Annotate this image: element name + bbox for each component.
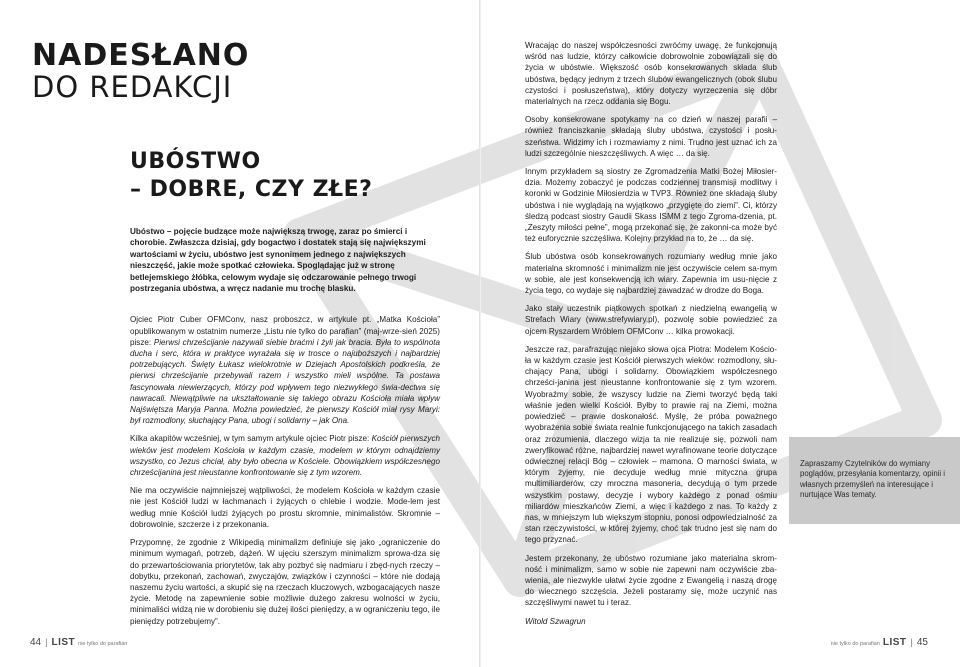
paragraph-quote: Pierwsi chrześcijanie nazywali siebie braćmi i żyli jak bracia. Była to wspólnota ducha i serc, która w praktyce wyrażała się w trosce o najuboższych i najbardziej potrzebujących. Święty Łukasz wielokrotnie w Dziejach Apostolskich podkreśla, że pierwsi chrześcijanie przebywali razem i wszystko mieli wspólne. Ta postawa fascynowała niewierzących, którzy pod wpływem tego niezwykłego świa-dectwa się nawracali. Niewątpliwie na ukształtowanie się takiego obrazu Kościoła miała wpływ Najświętsza Maryja Panna. Można powiedzieć, że pierwszy Kościół miał rysy Maryi: był rozmodlony, słuchający Pana, ubogi i solidarny – jak Ona. (130, 337, 440, 426)
right-column (525, 40, 777, 634)
headline-line-2: – DOBRE, CZY ZŁE? (130, 177, 373, 202)
paragraph-text: Kilka akapitów wcześniej, w tym samym artykule ojciec Piotr pisze: (130, 434, 372, 444)
paragraph: Jako stały uczestnik piątkowych spotkań z niedzielną ewangelią w Strefach Wiary (www.strefywiary.pl), pozwolę sobie powiedzieć za ojcem Ryszardem Wróblem OFMConv … kilka prowokacji. (525, 304, 777, 336)
paragraph: Osoby konsekrowane spotykamy na co dzień w naszej parafii – również franciszkanie składają śluby ubóstwa, czystości i posłu-szeństwa. Widzimy ich i rozmawiamy z nimi. Trudno jest uznać ich za ludzi szczególnie nieszczęśliwych. A więc … da się. (525, 115, 777, 158)
paragraph: Innym przykładem są siostry ze Zgromadzenia Matki Bożej Miłosier-dzia. Możemy zobaczyć je podczas codziennej transmisji modlitwy i koronki w Godzinie Miłosierdzia w TVP3. Również one składają śluby ubóstwa i nie wyglądają na wyjątkowo „przygięte do ziemi”. Ci, którzy śledzą podcast siostry Gaudii Skass ISMM z tego Zgroma-dzenia, pt. „Zeszyty miłości pełne”, mogą przekonać się, że zakonni-ca może być też euforycznie szczęśliwa. Kolejny przykład na to, że … da się. (525, 167, 777, 244)
left-column (130, 226, 440, 634)
section-title-light: DO REDAKCJI (32, 70, 233, 104)
footer-left (30, 637, 130, 648)
paragraph-text: Nie ma oczywiście najmniejszej wątpliwości, że modelem Kościoła w każdym czasie nie jest Kościół ludzi w łachmanach i żyjących o chlebie i wodzie. Mode-lem jest według mnie Kościół ludzi żyjących po prostu skromnie, minimalistów. Skromnie – dobrowolnie, szczerze i z przekonania. (130, 486, 440, 529)
paragraph: Wracając do naszej współczesności zwróćmy uwagę, że funkcjonują wśród nas ludzie, którzy całkowicie dobrowolnie zobowiązali się do życia w ubóstwie. Większość osób konsekrowanych składa ślub ubóstwa, będący jednym z trzech ślubów ewangelicznych (obok ślubu czystości i posłuszeństwa), który dotyczy wyrzeczenia się dóbr materialnych na rzecz oddania się Bogu. (525, 41, 777, 107)
page-gutter (479, 0, 481, 667)
paragraph: Jeszcze raz, parafrazując niejako słowa ojca Piotra: Modelem Kościo-ła w każdym czasie jest Kościół pierwszych wieków: rozmodlony, słu-chający Pana, ubogi i solidarny. Obowiązkiem współczesnego chrześci-janina jest nieustanne konfrontowanie się z tym wzorem. Wyobraźmy sobie, że wszyscy ludzie na Ziemi tworzyć będą taki właśnie jeden wielki Kościół. Byłby to prawie raj na Ziemi, można powiedzieć – prawie doskonałość. Myślę, że próba poważnego wyobrażenia sobie świata realnie funkcjonującego na takich zasadach oraz zrozumienia, dlaczego wizja ta nie realizuje się, pozwoli nam zweryfikować różne, najbardziej nawet wyrafinowane teorie dotyczące odwiecznej relacji Bóg – człowiek – mamona. O marności świata, w którym żyjemy, nie decyduje według mnie mityczna grupa multimiliarderów, czy mroczna masoneria, decydują o tym przede wszystkim postawy, decyzje i wybory każdego z ponad ośmiu miliardów mieszkańców Ziemi, a więc i każdego z nas. To każdy z nas, w mniejszym lub większym stopniu, ponosi odpowiedzialność za stan rzeczywistości, w której żyjemy, choć tak trudno jest się nam do tego przyznać. (525, 344, 777, 545)
author-signature: Witold Szwagrun (525, 616, 586, 626)
headline-line-1: UBÓSTWO (130, 149, 261, 174)
paragraph (130, 433, 440, 478)
section-title (32, 40, 249, 102)
paragraph: Jestem przekonany, że ubóstwo rozumiane jako materialna skrom-ność i minimalizm, samo w sobie nie zapewni nam oczywiście zba-wienia, ale niezwykle ułatwi życie zgodne z Ewangelią i naszą drogę do wiecznego szczęścia. Jeżeli postaramy się, może uczynić nas szczęśliwymi nawet tu i teraz. (525, 553, 777, 608)
paragraph-text: Ojciec Piotr Cuber OFMConv, nasz proboszcz, w artykule pt. „Matka Kościoła” opublikowanym w ostatnim numerze „Listu nie tylko do parafian” (maj-wrze-sień 2025) pisze: (130, 315, 440, 347)
footer-divider: | (910, 637, 913, 647)
footer-right (828, 637, 928, 648)
footer-divider: | (45, 637, 48, 647)
reader-invitation-text: Zapraszamy Czytelników do wymiany poglądów, przesyłania komentarzy, opinii i własnych przemyśleń na interesujące i nurtujące Was tematy. (800, 459, 946, 500)
magazine-name: LIST (51, 637, 76, 648)
paragraph (130, 537, 440, 627)
page-number: 44 (30, 637, 42, 648)
reader-invitation-box (789, 437, 960, 524)
magazine-tagline: nie tylko do parafian (78, 641, 128, 647)
paragraph-quote: Kościół pierwszych wieków jest modelem Kościoła w każdym czasie, modelem w którym odnajdziemy wszystko, co Jezus chciał, aby było obecna w Kościele. Obowiązkiem współczesnego chrześcijanina jest nieustanne konfrontowanie się z tym wzorem. (130, 434, 440, 478)
magazine-tagline: nie tylko do parafian (830, 641, 880, 647)
paragraph (130, 314, 440, 426)
paragraph-text: Przypomnę, że zgodnie z Wikipedią minimalizm definiuje się jako „ograniczenie do minimum wymagań, potrzeb, dążeń. W ujęciu szerszym minimalizm sprowa-dza się do przewartościowania priorytetów, tak aby pozbyć się nadmiaru i zbęd-nych rzeczy – dobytku, przekonań, zachowań, zwyczajów, związków i czynności – które nie dodają naszemu życiu wartości, a skupić się na rzeczach kluczowych, wzbogacających nasze życie. Metodę na zapewnienie sobie możliwie dużego zakresu wolności w życiu, minimaliści widzą nie w dorobieniu się dużej ilości pieniędzy, a w ograniczeniu tego, ile pieniędzy potrzebujemy”. (130, 538, 440, 626)
paragraph (130, 485, 440, 530)
page-number: 45 (916, 637, 928, 648)
article-headline (130, 148, 460, 204)
section-title-bold: NADESŁANO (32, 38, 250, 73)
magazine-name: LIST (882, 637, 907, 648)
article-lead: Ubóstwo – pojęcie budzące może największą trwogę, zaraz po śmierci i chorobie. Zwłaszcza dzisiaj, gdy bogactwo i dostatek stają się największymi wartościami w życiu, ubóstwo jest synonimem jednego z największych nieszczęść, jakie może spotkać człowieka. Spoglądając już w stronę betlejemskiego żłóbka, celowym wydaje się odczarowanie pełnego trwogi postrzegania ubóstwa, a wręcz nadanie mu trochę blasku. (130, 227, 426, 294)
paragraph: Ślub ubóstwa osób konsekrowanych rozumiany według mnie jako materialna skromność i minimalizm nie jest oczywiście celem sa-mym w sobie, ale jest konsekwencją ich wiary. Zapewnia im usu-nięcie z życia tego, co wydaje się najbardziej zawadzać w drodze do Boga. (525, 252, 777, 296)
